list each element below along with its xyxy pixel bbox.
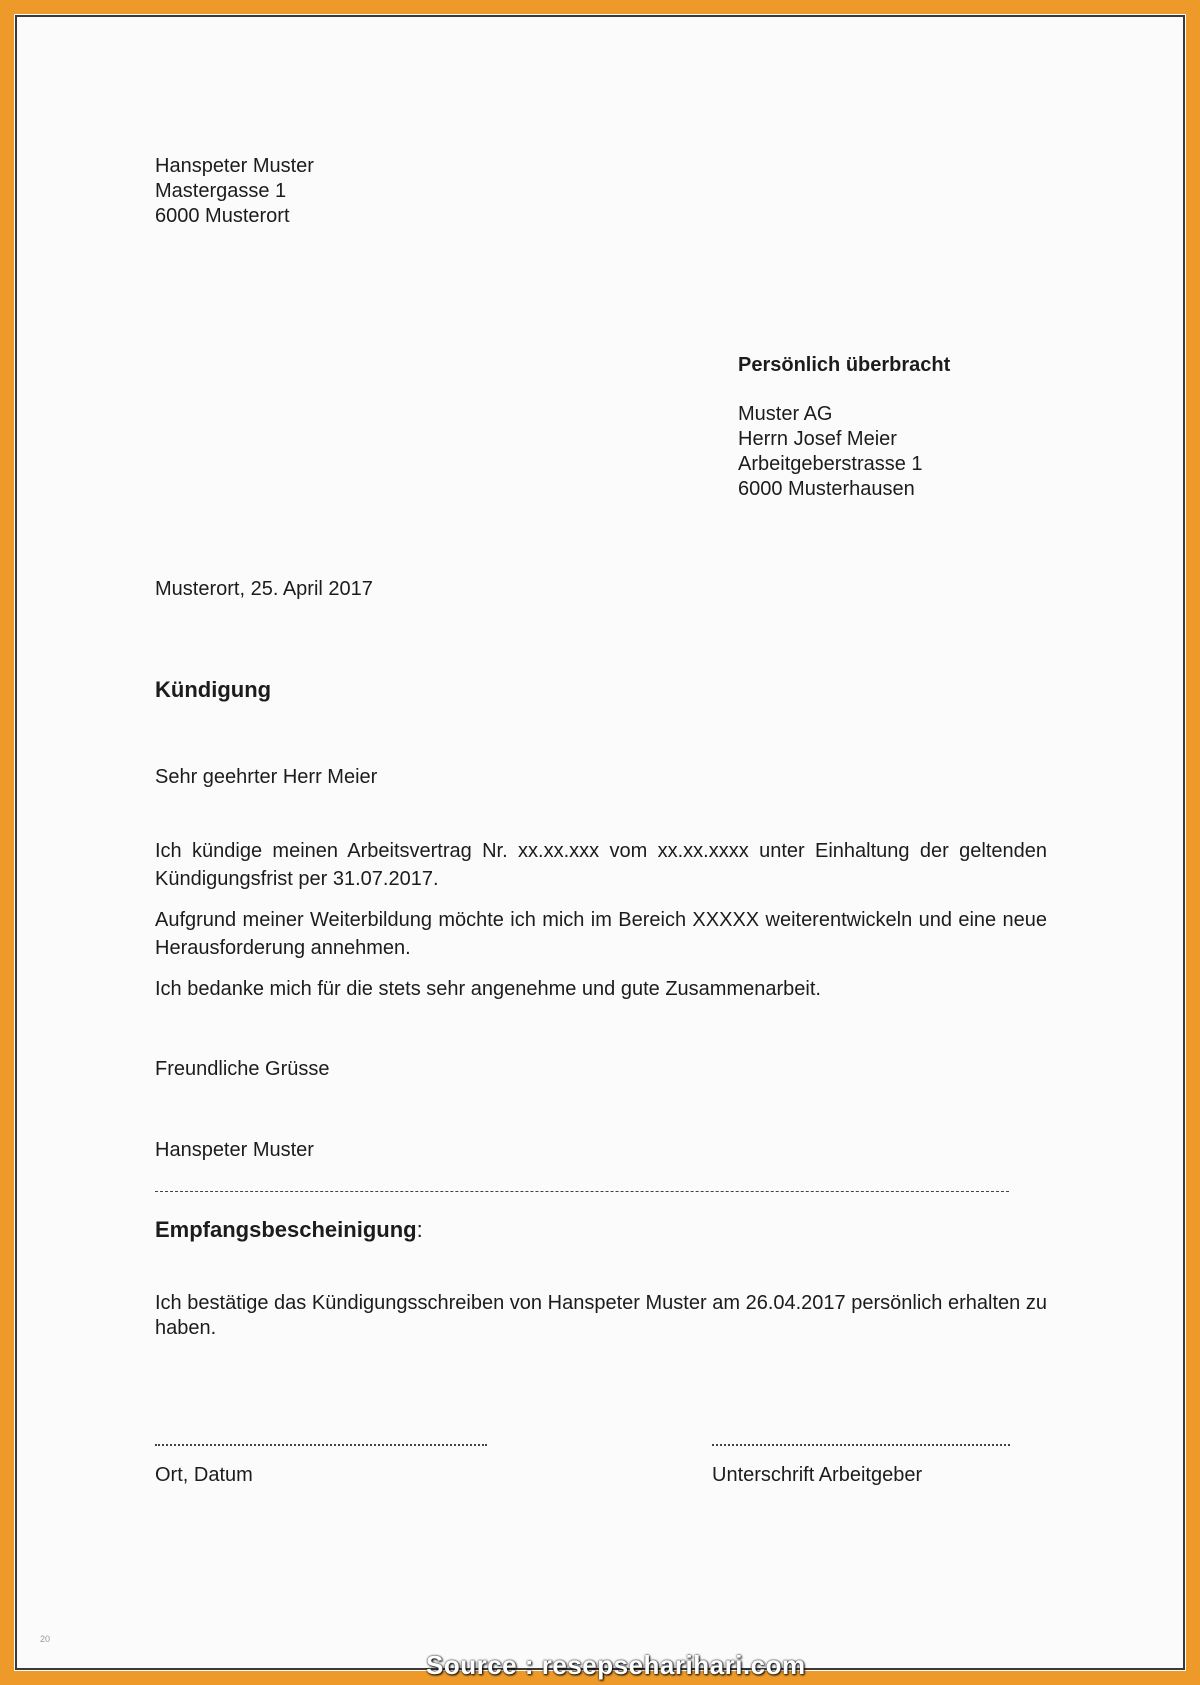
- sender-city: 6000 Musterort: [155, 205, 290, 227]
- employer-signature-label: Unterschrift Arbeitgeber: [712, 1464, 923, 1486]
- receipt-heading-text: Empfangsbescheinigung: [155, 1217, 417, 1242]
- source-credit: Source : resepseharihari.com: [426, 1650, 806, 1680]
- closing: Freundliche Grüsse: [155, 1058, 330, 1080]
- receipt-text: Ich bestätige das Kündigungsschreiben von Hanspeter Muster am 26.04.2017 persönlich erhalten zu haben.: [155, 1292, 1047, 1339]
- body-paragraph: Aufgrund meiner Weiterbildung möchte ich mich im Bereich XXXXX weiterentwickeln und eine neue Herausforderung annehmen.: [155, 909, 1047, 959]
- recipient-company: Muster AG: [738, 403, 833, 425]
- sender-name: Hanspeter Muster: [155, 155, 314, 177]
- place-date-signature-line: [155, 1444, 487, 1446]
- page-number: 20: [40, 1634, 51, 1644]
- body-paragraph: Ich kündige meinen Arbeitsvertrag Nr. xx.xx.xxx vom xx.xx.xxxx unter Einhaltung der geltenden Kündigungsfrist per 31.07.2017.: [155, 840, 1047, 890]
- salutation: Sehr geehrter Herr Meier: [155, 766, 378, 788]
- signature-name: Hanspeter Muster: [155, 1139, 314, 1161]
- sender-street: Mastergasse 1: [155, 180, 287, 202]
- recipient-city: 6000 Musterhausen: [738, 478, 915, 500]
- place-date: Musterort, 25. April 2017: [155, 578, 373, 600]
- recipient-street: Arbeitgeberstrasse 1: [738, 453, 923, 475]
- separator-dashed-line: [155, 1191, 1009, 1192]
- employer-signature-line: [712, 1444, 1010, 1446]
- delivery-note: Persönlich überbracht: [738, 354, 951, 376]
- letter-subject: Kündigung: [155, 677, 272, 702]
- receipt-heading: [155, 1217, 423, 1242]
- receipt-heading-colon: :: [416, 1217, 423, 1242]
- body-paragraph: Ich bedanke mich für die stets sehr angenehme und gute Zusammenarbeit.: [155, 978, 821, 1000]
- place-date-label: Ort, Datum: [155, 1464, 253, 1486]
- recipient-person: Herrn Josef Meier: [738, 428, 897, 450]
